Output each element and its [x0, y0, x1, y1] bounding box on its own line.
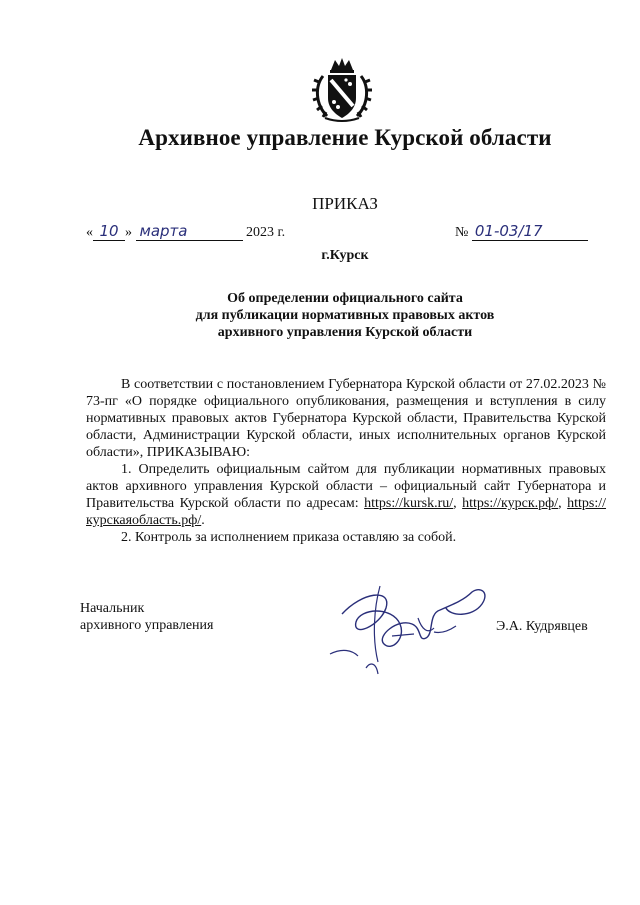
- coat-of-arms-icon: [309, 56, 375, 124]
- order-item-1: [86, 461, 606, 529]
- subject-line-1: Об определении официального сайта: [227, 291, 463, 306]
- document-type: ПРИКАЗ: [312, 194, 378, 213]
- link-separator-2: ,: [558, 496, 568, 511]
- city: г.Курск: [321, 248, 369, 263]
- subject-line-3: архивного управления Курской области: [217, 325, 473, 340]
- signatory-position: [80, 600, 213, 634]
- org-title: Архивное управление Курской области: [138, 125, 552, 150]
- item-1-text: 1. Определить официальным сайтом для публикации нормативных правовых актов архивного управления Курской области – официальный сайт Губернатора и Правительства Курской области по адресам:: [86, 462, 606, 511]
- subject-line-2: для публикации нормативных правовых актов: [195, 308, 495, 323]
- date-day: 10: [93, 222, 125, 241]
- order-body: [86, 376, 606, 546]
- date-line: [86, 222, 285, 241]
- link-separator-1: ,: [453, 496, 463, 511]
- position-line-1: Начальник: [80, 601, 145, 616]
- handwritten-signature-icon: [322, 578, 502, 682]
- signatory-name: Э.А. Кудрявцев: [496, 619, 588, 634]
- position-line-2: архивного управления: [80, 618, 214, 633]
- link-kursk-rf[interactable]: https://курск.рф/: [462, 496, 559, 511]
- order-item-2: 2. Контроль за исполнением приказа оставляю за собой.: [121, 530, 457, 545]
- order-number: 01-03/17: [472, 222, 588, 241]
- date-close-quote: »: [125, 225, 132, 240]
- item-1-end: .: [201, 513, 205, 528]
- link-kursk-ru[interactable]: https://kursk.ru/: [364, 496, 454, 511]
- link-kurskaya-oblast-rf[interactable]: https://курскаяобласть.рф/: [86, 496, 607, 528]
- date-year: 2023 г.: [246, 225, 286, 240]
- date-month: марта: [136, 222, 243, 241]
- number-prefix: №: [455, 225, 469, 240]
- order-number-line: [455, 222, 588, 241]
- preamble-paragraph: В соответствии с постановлением Губернатора Курской области от 27.02.2023 № 73-пг «О порядке официального опубликования, размещения и вступления в силу нормативных правовых актов Губернатора Курской области, Правительства Курской области, Администрации Курской области, иных исполнительных органов Курской области», ПРИКАЗЫВАЮ:: [86, 377, 606, 460]
- order-subject: [0, 290, 640, 341]
- date-open-quote: «: [86, 225, 93, 240]
